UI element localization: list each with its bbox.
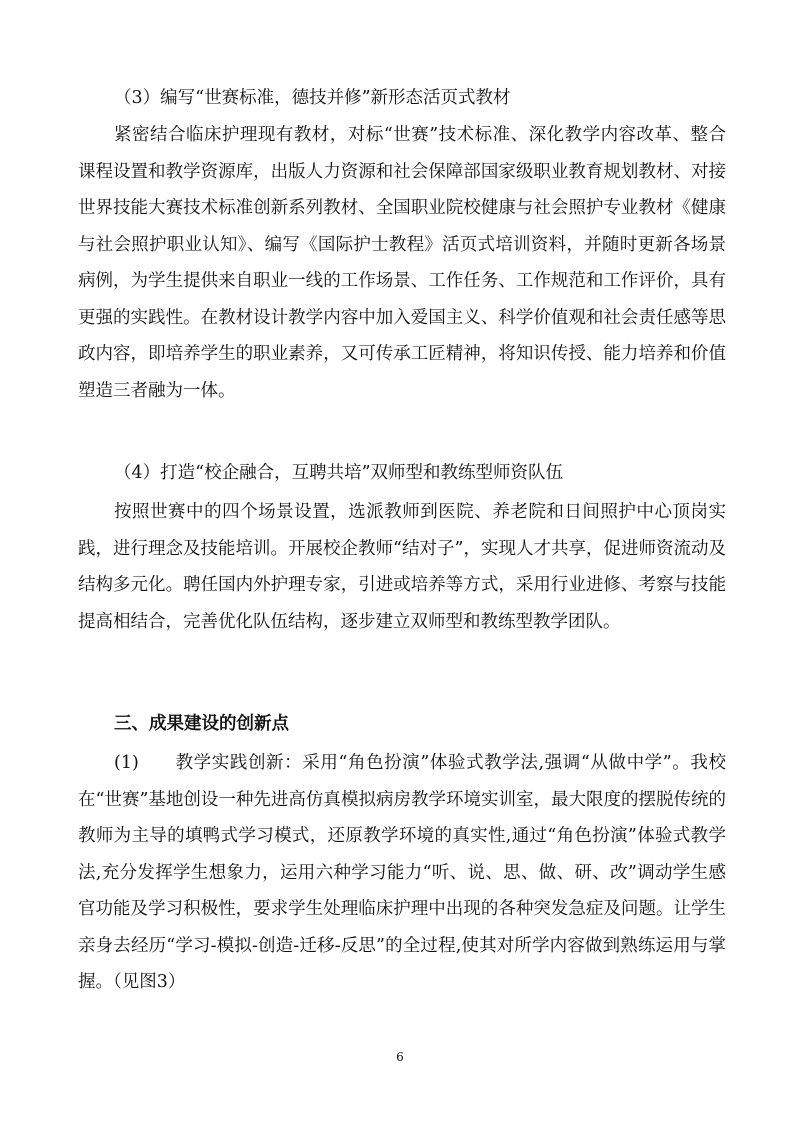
item4-body: 按照世赛中的四个场景设置，选派教师到医院、养老院和日间照护中心顶岗实践，进行理念及技能培训。开展校企教师“结对子”，实现人才共享，促进师资流动及结构多元化。聘任国内外护理专家，引进或培养等方式，采用行业进修、考察与技能提高相结合，完善优化队伍结构，逐步建立双师型和教练型教学团队。 [78, 502, 726, 632]
page-number: 6 [396, 1050, 404, 1064]
item3-heading: （3）编写“世赛标准，德技并修”新形态活页式教材 [114, 88, 511, 108]
item3-body: 紧密结合临床护理现有教材，对标“世赛”技术标准、深化教学内容改革、整合课程设置和教学资源库，出版人力资源和社会保障部国家级职业教育规划教材、对接世界技能大赛技术标准创新系列教材、全国职业院校健康与社会照护专业教材《健康与社会照护职业认知》、编写《国际护士教程》活页式培训资料，并随时更新各场景病例，为学生提供来自职业一线的工作场景、工作任务、工作规范和工作评价，具有更强的实践性。在教材设计教学内容中加入爱国主义、科学价值观和社会责任感等思政内容，即培养学生的职业素养，又可传承工匠精神，将知识传授、能力培养和价值塑造三者融为一体。 [78, 125, 726, 401]
section3-heading: 三、成果建设的创新点 [114, 714, 289, 734]
item4-heading: （4）打造“校企融合，互聘共培”双师型和教练型师资队伍 [114, 463, 564, 483]
innovation1-body: (1) 教学实践创新：采用“角色扮演”体验式教学法,强调“从做中学”。我校在“世赛”基地创设一种先进高仿真模拟病房教学环境实训室，最大限度的摆脱传统的教师为主导的填鸭式学习模式，还原教学环境的真实性,通过“角色扮演”体验式教学法,充分发挥学生想象力，运用六种学习能力“听、说、思、做、研、改”调动学生感官功能及学习积极性，要求学生处理临床护理中出现的各种突发急症及问题。让学生亲身去经历“学习-模拟-创造-迁移-反思”的全过程,使其对所学内容做到熟练运用与掌握。（见图3） [78, 753, 726, 992]
